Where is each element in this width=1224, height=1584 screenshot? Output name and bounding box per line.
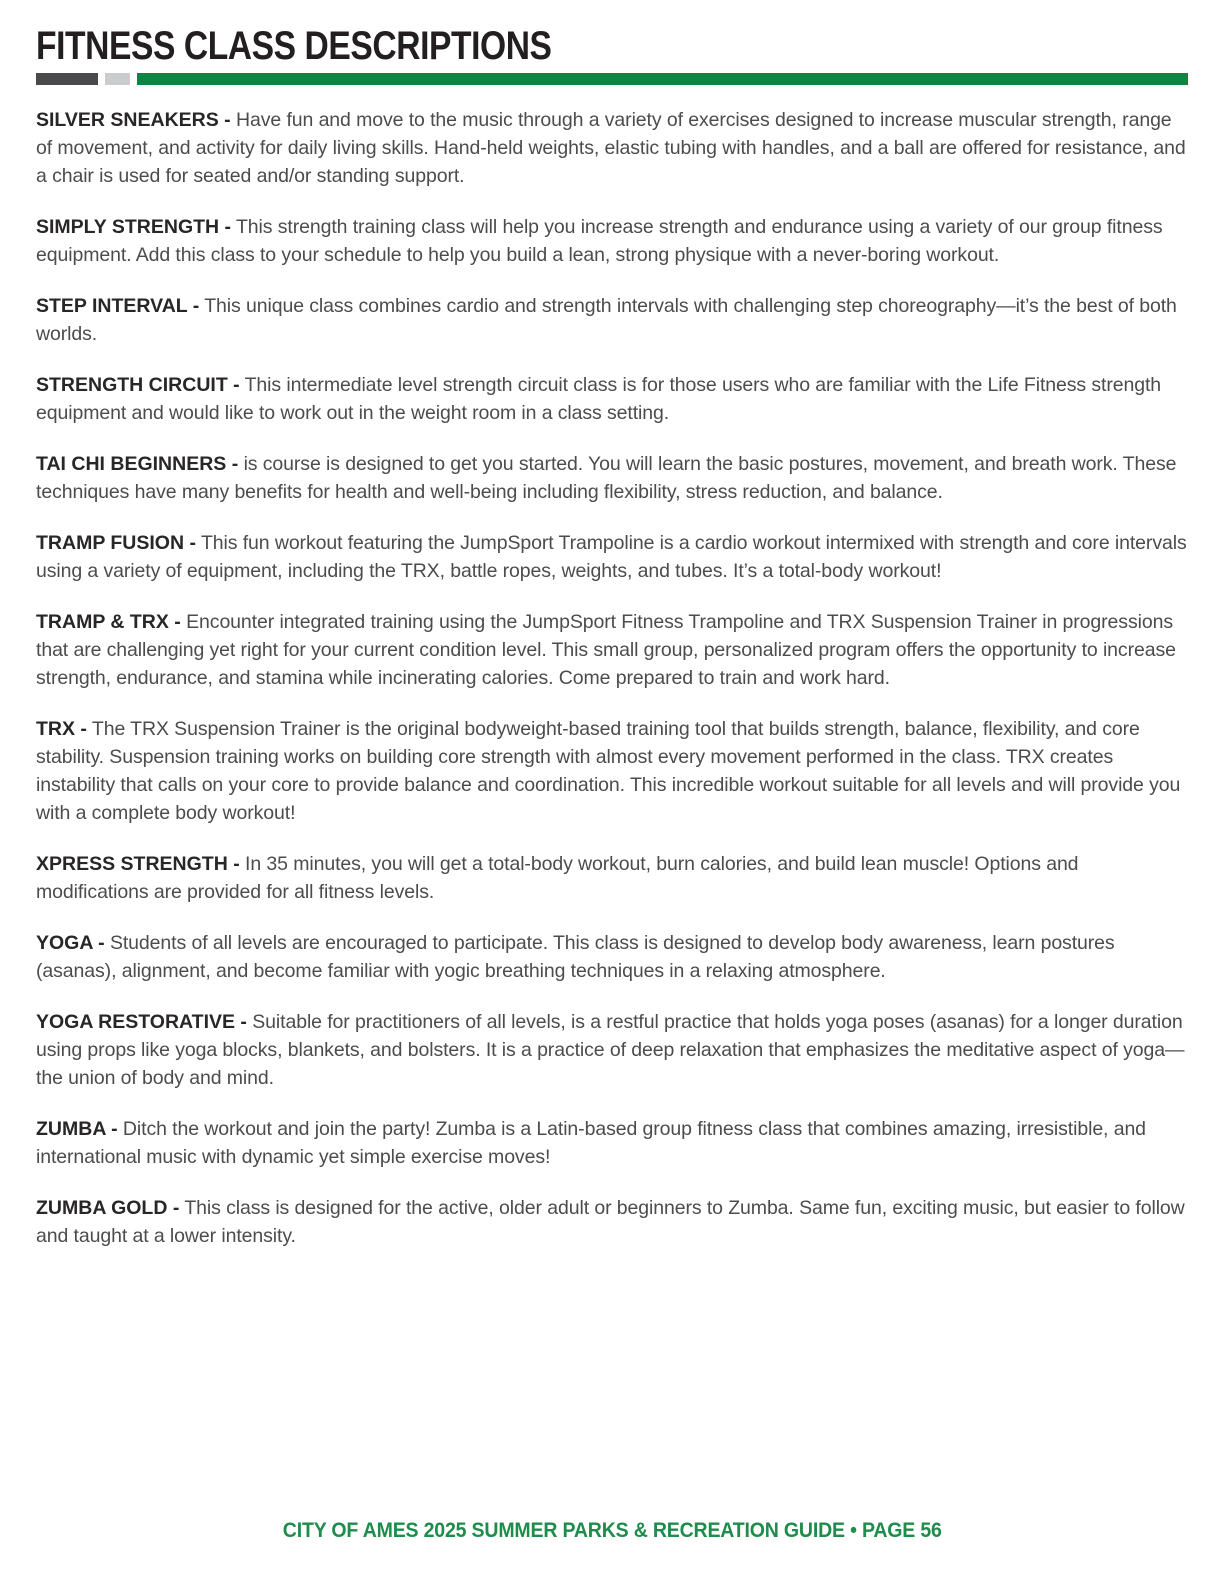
class-description-text: In 35 minutes, you will get a total-body workout, burn calories, and build lean muscle! Options and modifications are provided for all fitness levels. bbox=[36, 853, 1079, 903]
class-description-text: This intermediate level strength circuit class is for those users who are familiar with the Life Fitness strength equipment and would like to work out in the weight room in a class setting. bbox=[36, 374, 1162, 424]
class-description bbox=[36, 608, 1188, 692]
class-name: STRENGTH CIRCUIT - bbox=[36, 374, 240, 396]
class-name: TRX - bbox=[36, 718, 87, 740]
class-description bbox=[36, 1115, 1188, 1171]
page-header bbox=[36, 26, 1188, 85]
class-name: ZUMBA - bbox=[36, 1118, 118, 1140]
class-name: SIMPLY STRENGTH - bbox=[36, 216, 232, 238]
class-descriptions-list bbox=[36, 106, 1188, 1250]
class-description-text: The TRX Suspension Trainer is the original bodyweight-based training tool that builds strength, balance, flexibility, and core stability. Suspension training works on building core strength with almost every movement performed in the class. TRX creates instability that calls on your core to provide balance and coordination. This incredible workout suitable for all levels and will provide you with a complete body workout! bbox=[36, 718, 1181, 824]
class-description bbox=[36, 929, 1188, 985]
page-title: FITNESS CLASS DESCRIPTIONS bbox=[36, 24, 552, 68]
class-description-text: Encounter integrated training using the JumpSport Fitness Trampoline and TRX Suspension Trainer in progressions that are challenging yet right for your current condition level. This small group, personalized program offers the opportunity to increase strength, endurance, and stamina while incinerating calories. Come prepared to train and work hard. bbox=[36, 611, 1176, 689]
class-description bbox=[36, 529, 1188, 585]
class-description-text: Ditch the workout and join the party! Zumba is a Latin-based group fitness class that combines amazing, irresistible, and international music with dynamic yet simple exercise moves! bbox=[36, 1118, 1146, 1168]
class-description bbox=[36, 715, 1188, 827]
class-description-text: Suitable for practitioners of all levels, is a restful practice that holds yoga poses (asanas) for a longer duration using props like yoga blocks, blankets, and bolsters. It is a practice of deep relaxation that emphasizes the meditative aspect of yoga—the union of body and mind. bbox=[36, 1011, 1185, 1089]
footer-text: CITY OF AMES 2025 SUMMER PARKS & RECREATION GUIDE • PAGE 56 bbox=[282, 1519, 942, 1542]
rule-gap bbox=[130, 73, 137, 85]
class-name: TRAMP FUSION - bbox=[36, 532, 196, 554]
class-name: TAI CHI BEGINNERS - bbox=[36, 453, 239, 475]
class-name: TRAMP & TRX - bbox=[36, 611, 181, 633]
rule-segment-light bbox=[105, 73, 130, 85]
class-description-text: This class is designed for the active, older adult or beginners to Zumba. Same fun, exciting music, but easier to follow and taught at a lower intensity. bbox=[36, 1197, 1185, 1247]
title-rule bbox=[36, 73, 1188, 85]
class-name: ZUMBA GOLD - bbox=[36, 1197, 180, 1219]
rule-segment-dark bbox=[36, 73, 98, 85]
class-description-text: is course is designed to get you started. You will learn the basic postures, movement, and breath work. These techniques have many benefits for health and well-being including flexibility, stress reduction, and balance. bbox=[36, 453, 1177, 503]
rule-gap bbox=[98, 73, 105, 85]
class-description-text: This unique class combines cardio and strength intervals with challenging step choreography—it’s the best of both worlds. bbox=[36, 295, 1177, 345]
class-description-text: This strength training class will help you increase strength and endurance using a variety of our group fitness equipment. Add this class to your schedule to help you build a lean, strong physique with a never-boring workout. bbox=[36, 216, 1163, 266]
class-name: XPRESS STRENGTH - bbox=[36, 853, 240, 875]
class-description bbox=[36, 1008, 1188, 1092]
class-name: STEP INTERVAL - bbox=[36, 295, 200, 317]
class-description bbox=[36, 213, 1188, 269]
class-description bbox=[36, 106, 1188, 190]
class-description bbox=[36, 850, 1188, 906]
class-description-text: Have fun and move to the music through a variety of exercises designed to increase muscular strength, range of movement, and activity for daily living skills. Hand-held weights, elastic tubing with handles, and a ball are offered for resistance, and a chair is used for seated and/or standing support. bbox=[36, 109, 1186, 187]
class-name: YOGA - bbox=[36, 932, 105, 954]
class-description bbox=[36, 371, 1188, 427]
page-footer bbox=[0, 1518, 1224, 1544]
class-description-text: This fun workout featuring the JumpSport Trampoline is a cardio workout intermixed with strength and core intervals using a variety of equipment, including the TRX, battle ropes, weights, and tubes. It’s a total-body workout! bbox=[36, 532, 1187, 582]
rule-segment-green bbox=[137, 73, 1188, 85]
class-name: SILVER SNEAKERS - bbox=[36, 109, 231, 131]
class-description-text: Students of all levels are encouraged to participate. This class is designed to develop body awareness, learn postures (asanas), alignment, and become familiar with yogic breathing techniques in a relaxing atmosphere. bbox=[36, 932, 1115, 982]
class-description bbox=[36, 1194, 1188, 1250]
class-description bbox=[36, 292, 1188, 348]
class-name: YOGA RESTORATIVE - bbox=[36, 1011, 247, 1033]
class-description bbox=[36, 450, 1188, 506]
